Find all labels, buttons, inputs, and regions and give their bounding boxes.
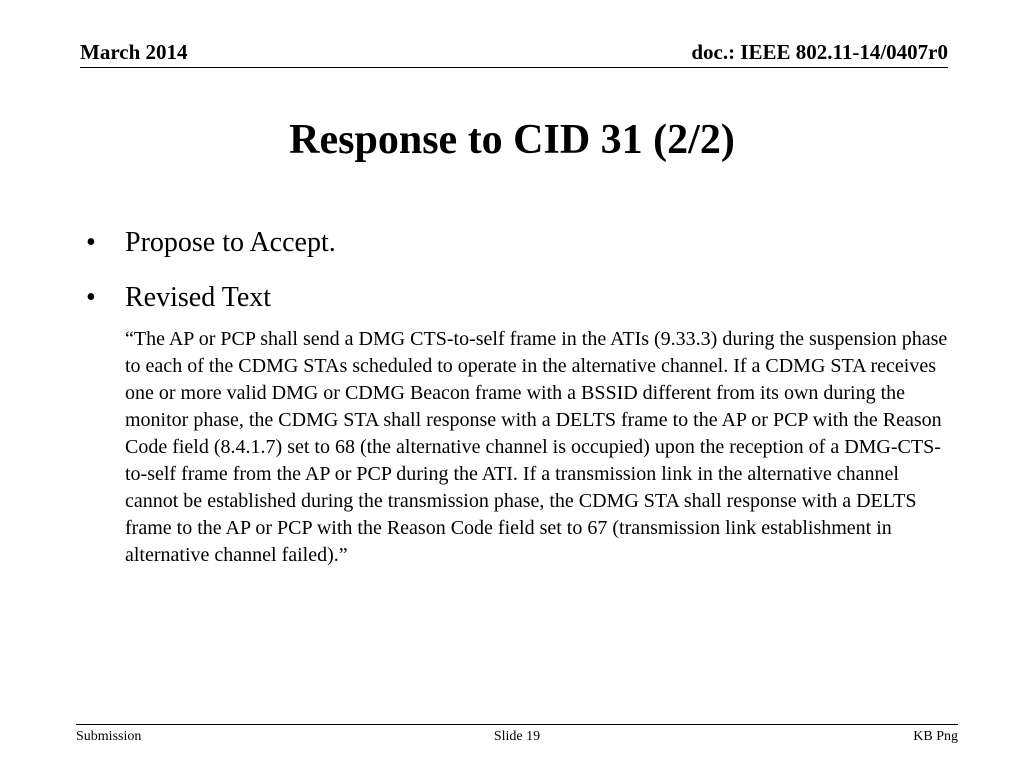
header-date: March 2014 <box>80 40 188 64</box>
bullet-list <box>86 227 946 337</box>
bullet-item-propose <box>86 227 946 259</box>
bullet-text: Revised Text <box>125 282 272 313</box>
header-doc-id: doc.: IEEE 802.11-14/0407r0 <box>691 40 948 64</box>
bullet-text: Propose to Accept. <box>125 227 336 258</box>
footer-slide-number: Slide 19 <box>493 729 541 744</box>
bullet-item-revised-text <box>86 282 946 314</box>
footer-submission: Submission <box>76 729 142 744</box>
footer-author: KB Png <box>913 729 958 744</box>
bullet-glyph: • <box>86 282 96 313</box>
header-divider <box>80 67 948 68</box>
footer-divider <box>76 724 958 725</box>
bullet-glyph: • <box>86 227 96 258</box>
slide-title: Response to CID 31 (2/2) <box>289 117 735 163</box>
revised-text-quote: “The AP or PCP shall send a DMG CTS-to-self frame in the ATIs (9.33.3) during the suspension phase to each of the CDMG STAs scheduled to operate in the alternative channel. If a CDMG STA receives one or more valid DMG or CDMG Beacon frame with a BSSID different from its own during the monitor phase, the CDMG STA shall response with a DELTS frame to the AP or PCP with the Reason Code field (8.4.1.7) set to 68 (the alternative channel is occupied) upon the reception of a DMG-CTS-to-self frame from the AP or PCP during the ATI. If a transmission link in the alternative channel cannot be established during the transmission phase, the CDMG STA shall response with a DELTS frame to the AP or PCP with the Reason Code field set to 67 (transmission link establishment in alternative channel failed).” <box>125 328 948 566</box>
